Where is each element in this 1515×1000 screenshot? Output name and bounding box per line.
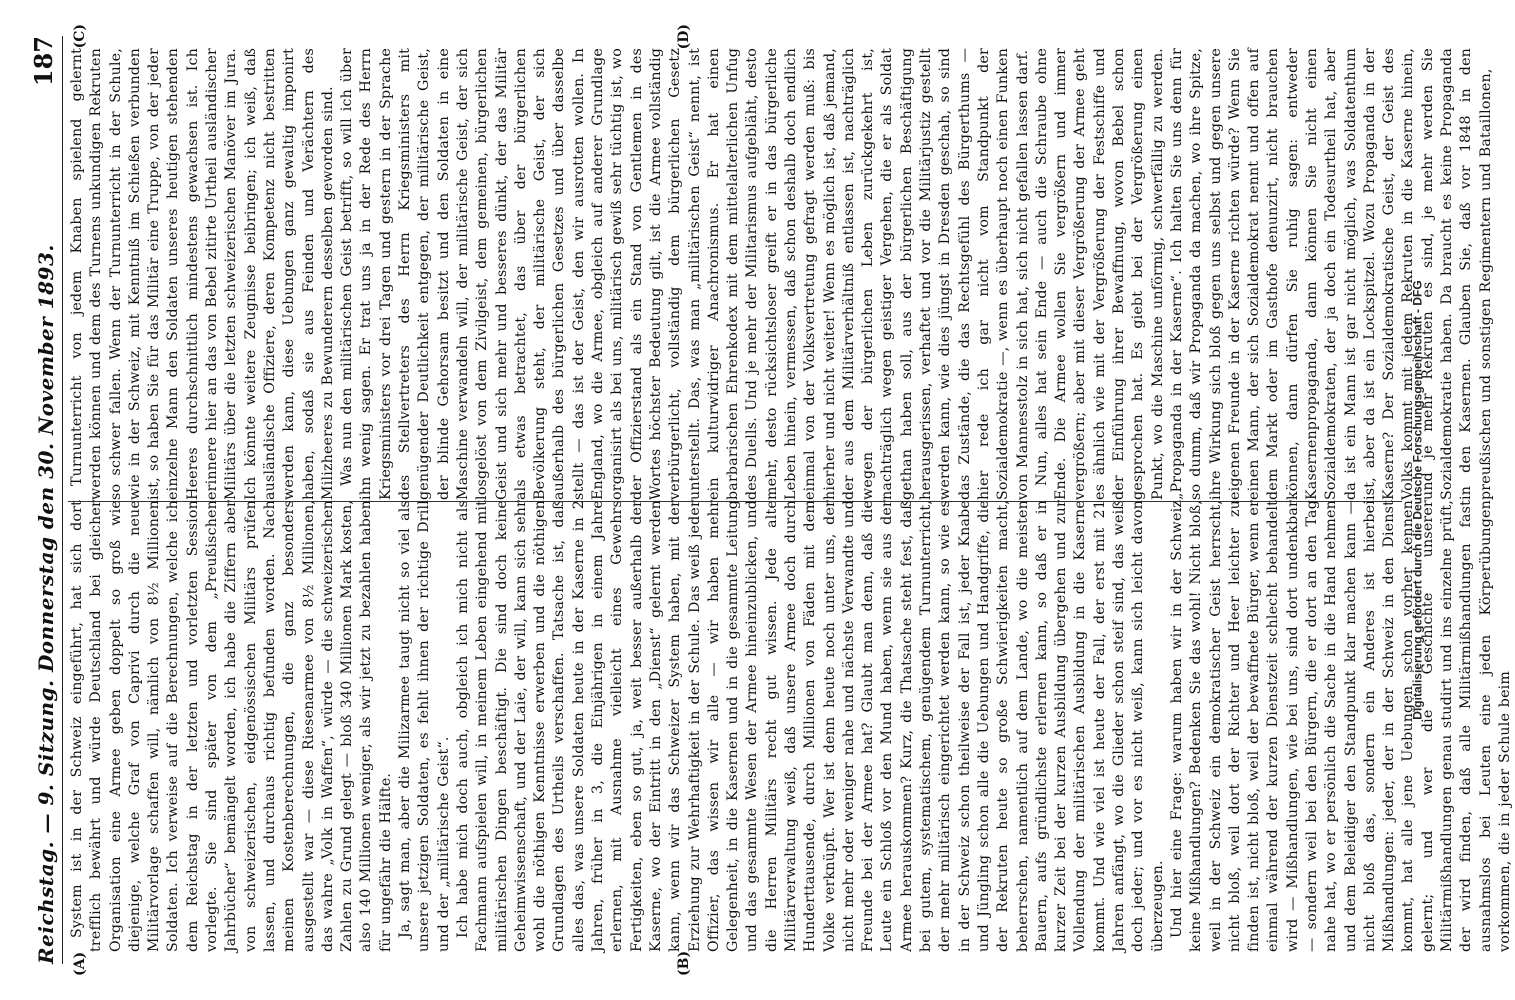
right-paragraph-1: Turnunterricht von jedem Knaben spielend gelernt werden können und dem des Turnens unkundigen Rekruten so schwer fallen. Wenn der Turnunterricht in der Schule, wie in der Schweiz, mit Kenntniß im Schießen verbunden ist, so haben Sie für das Militär eine Truppe, von der jeder einzelne Mann den Soldaten unseres heutigen stehenden Heeres durchschnittlich mindestens gewachsen ist. Ich erinnere hier an das von Bebel zitirte Urtheil ausländischer Militärs über die letzten schweizerischen Manöver im Jura. Ich könnte weitere Zeugnisse beibringen; ich weiß, daß ausländische Offiziere, deren Kompetenz nicht bestritten werden kann, diese Uebungen ganz gewaltig imponirt haben, sodaß sie aus Feinden und Verächtern des Milizheeres zu Bewunderern desselben geworden sind. xyxy=(69,48,336,500)
page-header xyxy=(24,36,63,964)
page-number: 187 xyxy=(29,36,58,87)
margin-marker-a: (A) xyxy=(72,951,88,976)
left-paragraph-4: Und hier eine Frage: warum haben wir in der Schweiz keine Mißhandlungen? Bedenken Sie das wohl! Nicht bloß, weil in der Schweiz ein demokratischer Geist herrscht, nicht bloß, weil dort der Richter und Heer leichter zu finden ist, nicht bloß, weil der bewaffnete Bürger, wenn er einmal während der kurzen Dienstzeit schlecht behandelt wird — Mißhandlungen, wie bei uns, sind dort undenkbar — sondern weil bei den Bürgern, die er dort an den Tag nahe hat, wo er persönlich die Sache in die Hand nehmen und dem Beleidiger den Standpunkt klar machen kann — nicht bloß das, sondern ein Anderes ist hierbei Mißhandlungen: jeder, der in der Schweiz in den Dienst kommt, hat alle jene Uebungen schon vorher kennen gelernt; und wer die Geschichte unserer Militärmißhandlungen genau studirt und ins einzelne prüft, der wird finden, daß alle Militärmißhandlungen fast ausnahmslos bei Leuten eine jeden Körperübungen vorkommen, die in jeder Schule beim xyxy=(1168,500,1513,952)
digitization-credit xyxy=(1405,0,1431,1000)
margin-marker-b: (B) xyxy=(676,950,692,976)
left-paragraph-1: System ist in der Schweiz eingeführt, hat sich dort trefflich bewährt und würde Deutschland bei gleicher Organisation eine Armee geben doppelt so groß wie diejenige, welche Graf von Caprivi durch die neue Militärvorlage schaffen will, nämlich von 8½ Millionen Soldaten. Ich verweise auf die Berechnungen, welche ich dem Reichstag in der letzten und vorletzten Session vorlegte. Sie sind später von dem „Preußischen Jahrbücher“ bemängelt worden, ich habe die Ziffern aber von schweizerischen, eidgenössischen Militärs prüfen lassen, und durchaus richtig befunden worden. Nach meinen Kostenberechnungen, die ganz besonders ausgestellt war — diese Riesenarmee von 8½ Millionen, das wahre „Volk in Waffen“, würde — die schweizerischen Zahlen zu Grund gelegt — bloß 340 Millionen Mark kosten, also 140 Millionen weniger, als wir jetzt zu bezahlen haben für ungefähr die Hälfte. xyxy=(69,500,394,952)
right-paragraph-2: Was nun den militärischen Geist betrifft, so will ich über ihn wenig sagen. Er trat uns ja in der Rede des Herrn Kriegsministers vor drei Tagen und gestern in der Sprache des Stellvertreters des Herrn Kriegsministers mit genügender Deutlichkeit entgegen, der militärische Geist, der blinde Gehorsam besitzt und den Soldaten in eine Maschine verwandeln will, der militärische Geist, der sich losgelöst von dem Zivilgeist, dem gemeinen, bürgerlichen Geist und sich mehr und besseres dünkt, der das Militär als etwas betrachtet, das über der bürgerlichen Bevölkerung steht, der militärische Geist, der sich außerhalb des bürgerlichen Gesetzes und über dasselbe stellt — das ist der Geist, den wir ausrotten wollen. In England, wo die Armee, obgleich auf anderer Grundlage organisirt als bei uns, militärisch gewiß sehr tüchtig ist, wo der Offizierstand als ein Stand von Gentlemen in des Wortes höchster Bedeutung gilt, ist die Armee vollständig verbürgerlicht, vollständig dem bürgerlichen Gesetz unterstellt. Das, was man „militärischen Geist“ nennt, ist ein kulturwidriger Anachronismus. Er hat einen barbarischen Ehrenkodex mit dem mittelalterlichen Unfug des Duells. Und je mehr der Militarismus aufgebläht, desto mehr, desto rücksichtsloser greift er in das bürgerliche Leben hinein, vermessen, daß schon deshalb doch endlich einmal von der Volksvertretung gefragt werden muß: bis hierher und nicht weiter! Wenn es möglich ist, daß jemand, der aus dem Militärverhältniß entlassen ist, nachträglich wegen der bürgerlichen Leben zurückgekehrt ist, nachträglich wegen geistiger Vergehen, die er als Soldat gethan haben soll, aus der bürgerlichen Beschäftigung herausgerissen, verhaftet und vor die Militärjustiz gestellt werden kann, wie dies jüngst in Dresden geschah, so sind das Zustände, die das Rechtsgefühl des Bürgerthums — hier rede ich gar nicht vom Standpunkt der Sozialdemokratie —, wenn es überhaupt noch einen Funken von Mannesstolz in sich hat, sich nicht gefallen lassen darf. xyxy=(339,48,1031,500)
margin-marker-d: (D) xyxy=(676,24,692,50)
right-paragraph-3: Nun, alles hat sein Ende — auch die Schraube ohne Ende. Die Armee wollen Sie vergrößern und immer vergrößern; aber mit dieser Vergrößerung der Armee geht es ähnlich wie mit der Vergrößerung der Festschiffe und der Einführung ihrer Bewaffnung, wovon Bebel schon gesprochen hat. Es giebt bei der Vergrößerung einen Punkt, wo die Maschine unförmig, schwerfällig zu werden. „Propaganda in der Kaserne“. Ich halten Sie uns denn für so dumm, daß wir Propaganda da machen, wo ihre Spitze, ihre Wirkung sich bloß gegen uns selbst und gegen unsere eigenen Freunde in der Kaserne richten würde? Wenn Sie einen Mann, der sich Sozialdemokrat nennt und offen auf dem Markt oder im Gasthofe denunzirt, nicht brauchen können, dann dürfen Sie ruhig sagen: entweder Kasernenpropaganda, dann können Sie nicht einen Sozialdemokraten, der ja doch ein Todesurtheil hat, aber da ist ein Mann ist gar nicht möglich, was Soldatenthum ist, aber da ist ein Lockspitzel. Wozu Propaganda in der Kaserne? Der Sozialdemokratische Geist, der Geist des Volks kommt mit jedem Rekruten in die Kaserne hinein, und je mehr Rekruten es sind, je mehr werden Sie Sozialdemokratie haben. Da braucht es keine Propaganda in den Kasernen. Glauben Sie, daß vor 1848 in den preußischen und sonstigen Regimentern und Bataillonen, xyxy=(1033,48,1494,500)
column-divider xyxy=(68,501,1402,502)
left-paragraph-2: Ja, sagt man, aber die Milizarmee taugt nicht so viel als unsere jetzigen Soldaten, es fehlt ihnen der richtige Drill und der „militärische Geist“. xyxy=(397,500,452,952)
left-paragraph-3: Ich habe mich doch auch, obgleich ich mich nicht als Fachmann aufspielen will, in meinem Leben eingehend mit militärischen Dingen beschäftigt. Die sind doch keine Geheimwissenschaft, und der Laie, der will, kann sich sehr wohl die nöthigen Kenntnisse erwerben und die nöthigen Grundlagen des Urtheils verschaffen. Tatsache ist, daß alles das, was unsere Soldaten heute in der Kaserne in 2 Jahren, früher in 3, die Einjährigen in einem Jahre erlernen, mit Ausnahme vielleicht eines Gewehrs Fertigkeiten, eben so gut, ja, weit besser außerhalb der Kaserne, wo der Eintritt in den „Dienst“ gelernt werden kann, wenn wir das Schweizer System haben, mit der Erziehung zur Wehrhaftigkeit in der Schule. Das weiß jeder Offizier, das wissen wir alle — wir haben mehr Gelegenheit, in die Kasernen und in die gesammte Leitung und das gesammte Wesen der Armee hineinzublicken, und die Herren Militärs recht gut wissen. Jede alte Militärverwaltung weiß, daß unsere Armee doch durch Hunderttausende, durch Millionen von Fäden mit dem Volke verknüpft. Wer ist denn heute noch unter uns, der nicht mehr oder weniger nahe und nächste Verwandte und Freunde bei der Armee hat? Glaubt man denn, daß die Leute ein Schloß vor den Mund haben, wenn sie aus der Armee herauskommen? Kurz, die Thatsache steht fest, daß bei gutem, systematischem, genügendem Turnunterricht, der mehr militärisch eingerichtet werden kann, so wie es in der Schweiz schon theilweise der Fall ist, jeder Knabe und Jüngling schon alle die Uebungen und Handgriffe, die der Rekruten heute so große Schwierigkeiten macht, beherrschen, namentlich auf dem Lande, wo die meisten Bauern, aufs gründlichste erlernen kann, so daß er in kurzer Zeit bei der kurzen Ausbildung übergehen und zur Vollendung der militärischen Ausbildung in die Kaserne kommt. Und wie viel ist heute der Fall, der erst mit 21 Jahren anfängt, wo die Glieder schon steif sind, das weiß doch jeder; und vor es nicht weiß, kann sich leicht davon überzeugen. xyxy=(454,500,1166,952)
digitization-credit-text: Digitalisierung gefördert durch die Deutsche Forschungsgemeinschaft - DFG xyxy=(1411,280,1425,720)
header-title: Reichstag. — 9. Sitzung. Donnerstag den 30. November 1893. xyxy=(34,244,58,964)
margin-marker-c: (C) xyxy=(72,24,88,49)
